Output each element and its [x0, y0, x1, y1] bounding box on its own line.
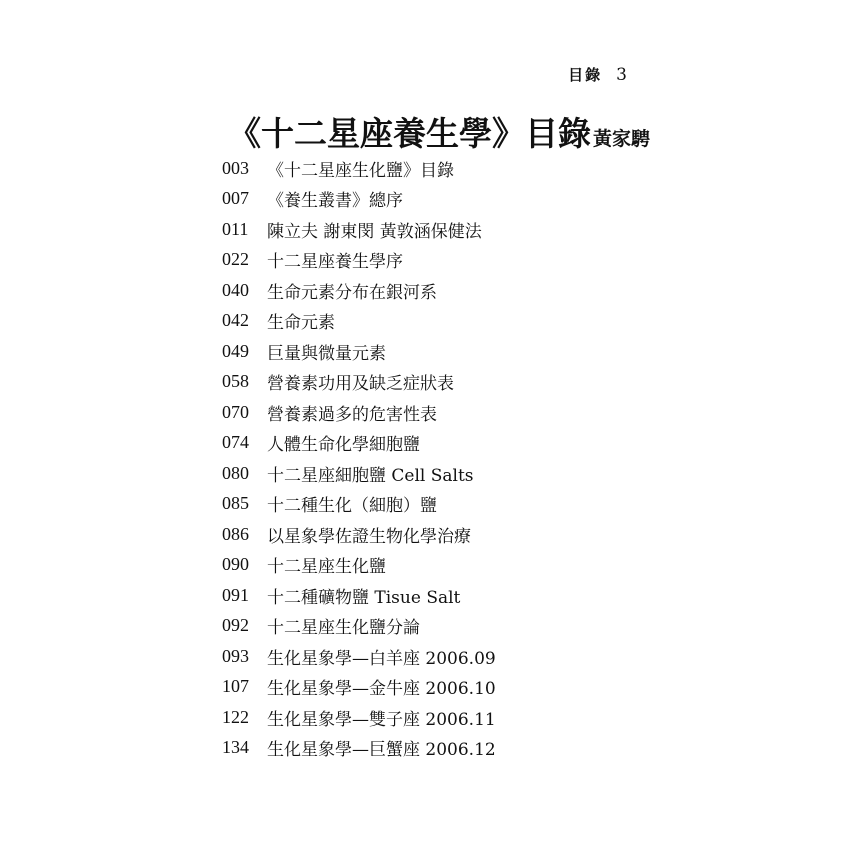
toc-page-number: 107	[222, 676, 249, 697]
toc-entry	[222, 306, 642, 337]
toc-page-number: 091	[222, 584, 249, 605]
toc-entry	[222, 367, 642, 398]
toc-entry	[222, 245, 642, 276]
toc-entry	[222, 275, 642, 306]
page-title	[228, 108, 651, 155]
table-of-contents	[222, 153, 642, 763]
toc-page-number: 085	[222, 493, 249, 514]
toc-page-number: 042	[222, 310, 249, 331]
toc-page-number: 122	[222, 706, 249, 727]
toc-page-number: 007	[222, 188, 249, 209]
toc-entry	[222, 519, 642, 550]
toc-page-number: 058	[222, 371, 249, 392]
toc-page-number: 080	[222, 462, 249, 483]
toc-entry	[222, 550, 642, 581]
running-header	[568, 64, 628, 85]
toc-entry-title: 十二星座生化鹽	[267, 557, 386, 578]
book-title: 《十二星座養生學》目錄	[228, 114, 591, 153]
toc-entry	[222, 702, 642, 733]
author-name: 黃家騁	[593, 128, 651, 150]
toc-page-number: 134	[222, 737, 249, 758]
toc-entry	[222, 641, 642, 672]
toc-page-number: 070	[222, 401, 249, 422]
toc-entry	[222, 397, 642, 428]
toc-entry	[222, 184, 642, 215]
toc-entry-title: 生化星象學—巨蟹座 2006.12	[267, 740, 496, 761]
toc-entry-title: 十二種礦物鹽 Tisue Salt	[267, 587, 461, 608]
toc-page-number: 049	[222, 340, 249, 361]
toc-entry-title: 生化星象學—白羊座 2006.09	[267, 648, 496, 669]
toc-page-number: 003	[222, 157, 249, 178]
toc-entry-title: 人體生命化學細胞鹽	[267, 435, 420, 456]
toc-entry	[222, 214, 642, 245]
toc-page-number: 011	[222, 218, 249, 239]
running-header-section: 目錄	[568, 66, 603, 84]
toc-entry-title: 巨量與微量元素	[267, 343, 386, 364]
toc-entry	[222, 336, 642, 367]
toc-entry-title: 營養素過多的危害性表	[267, 404, 437, 425]
toc-entry-title: 十二星座養生學序	[267, 252, 403, 273]
toc-entry-title: 生命元素分布在銀河系	[267, 282, 437, 303]
toc-entry	[222, 733, 642, 764]
toc-entry	[222, 611, 642, 642]
toc-page-number: 074	[222, 432, 249, 453]
toc-page-number: 090	[222, 554, 249, 575]
running-header-page-number: 3	[616, 65, 628, 85]
toc-entry-title: 《養生叢書》總序	[267, 191, 403, 212]
toc-page-number: 022	[222, 249, 249, 270]
toc-entry	[222, 428, 642, 459]
toc-entry-title: 陳立夫 謝東閔 黃敦涵保健法	[267, 221, 482, 242]
toc-entry	[222, 458, 642, 489]
toc-entry	[222, 672, 642, 703]
toc-entry	[222, 489, 642, 520]
toc-entry-title: 《十二星座生化鹽》目錄	[267, 160, 454, 181]
toc-entry-title: 十二種生化（細胞）鹽	[267, 496, 437, 517]
toc-page-number: 092	[222, 615, 249, 636]
toc-entry-title: 十二星座生化鹽分論	[267, 618, 420, 639]
toc-entry-title: 營養素功用及缺乏症狀表	[267, 374, 454, 395]
toc-entry-title: 生化星象學—金牛座 2006.10	[267, 679, 496, 700]
toc-page-number: 040	[222, 279, 249, 300]
toc-entry-title: 生命元素	[267, 313, 335, 334]
toc-entry-title: 生化星象學—雙子座 2006.11	[267, 709, 496, 730]
toc-entry	[222, 153, 642, 184]
toc-entry-title: 以星象學佐證生物化學治療	[267, 526, 471, 547]
toc-entry	[222, 580, 642, 611]
toc-page-number: 093	[222, 645, 249, 666]
toc-page-number: 086	[222, 523, 249, 544]
toc-entry-title: 十二星座細胞鹽 Cell Salts	[267, 465, 474, 486]
